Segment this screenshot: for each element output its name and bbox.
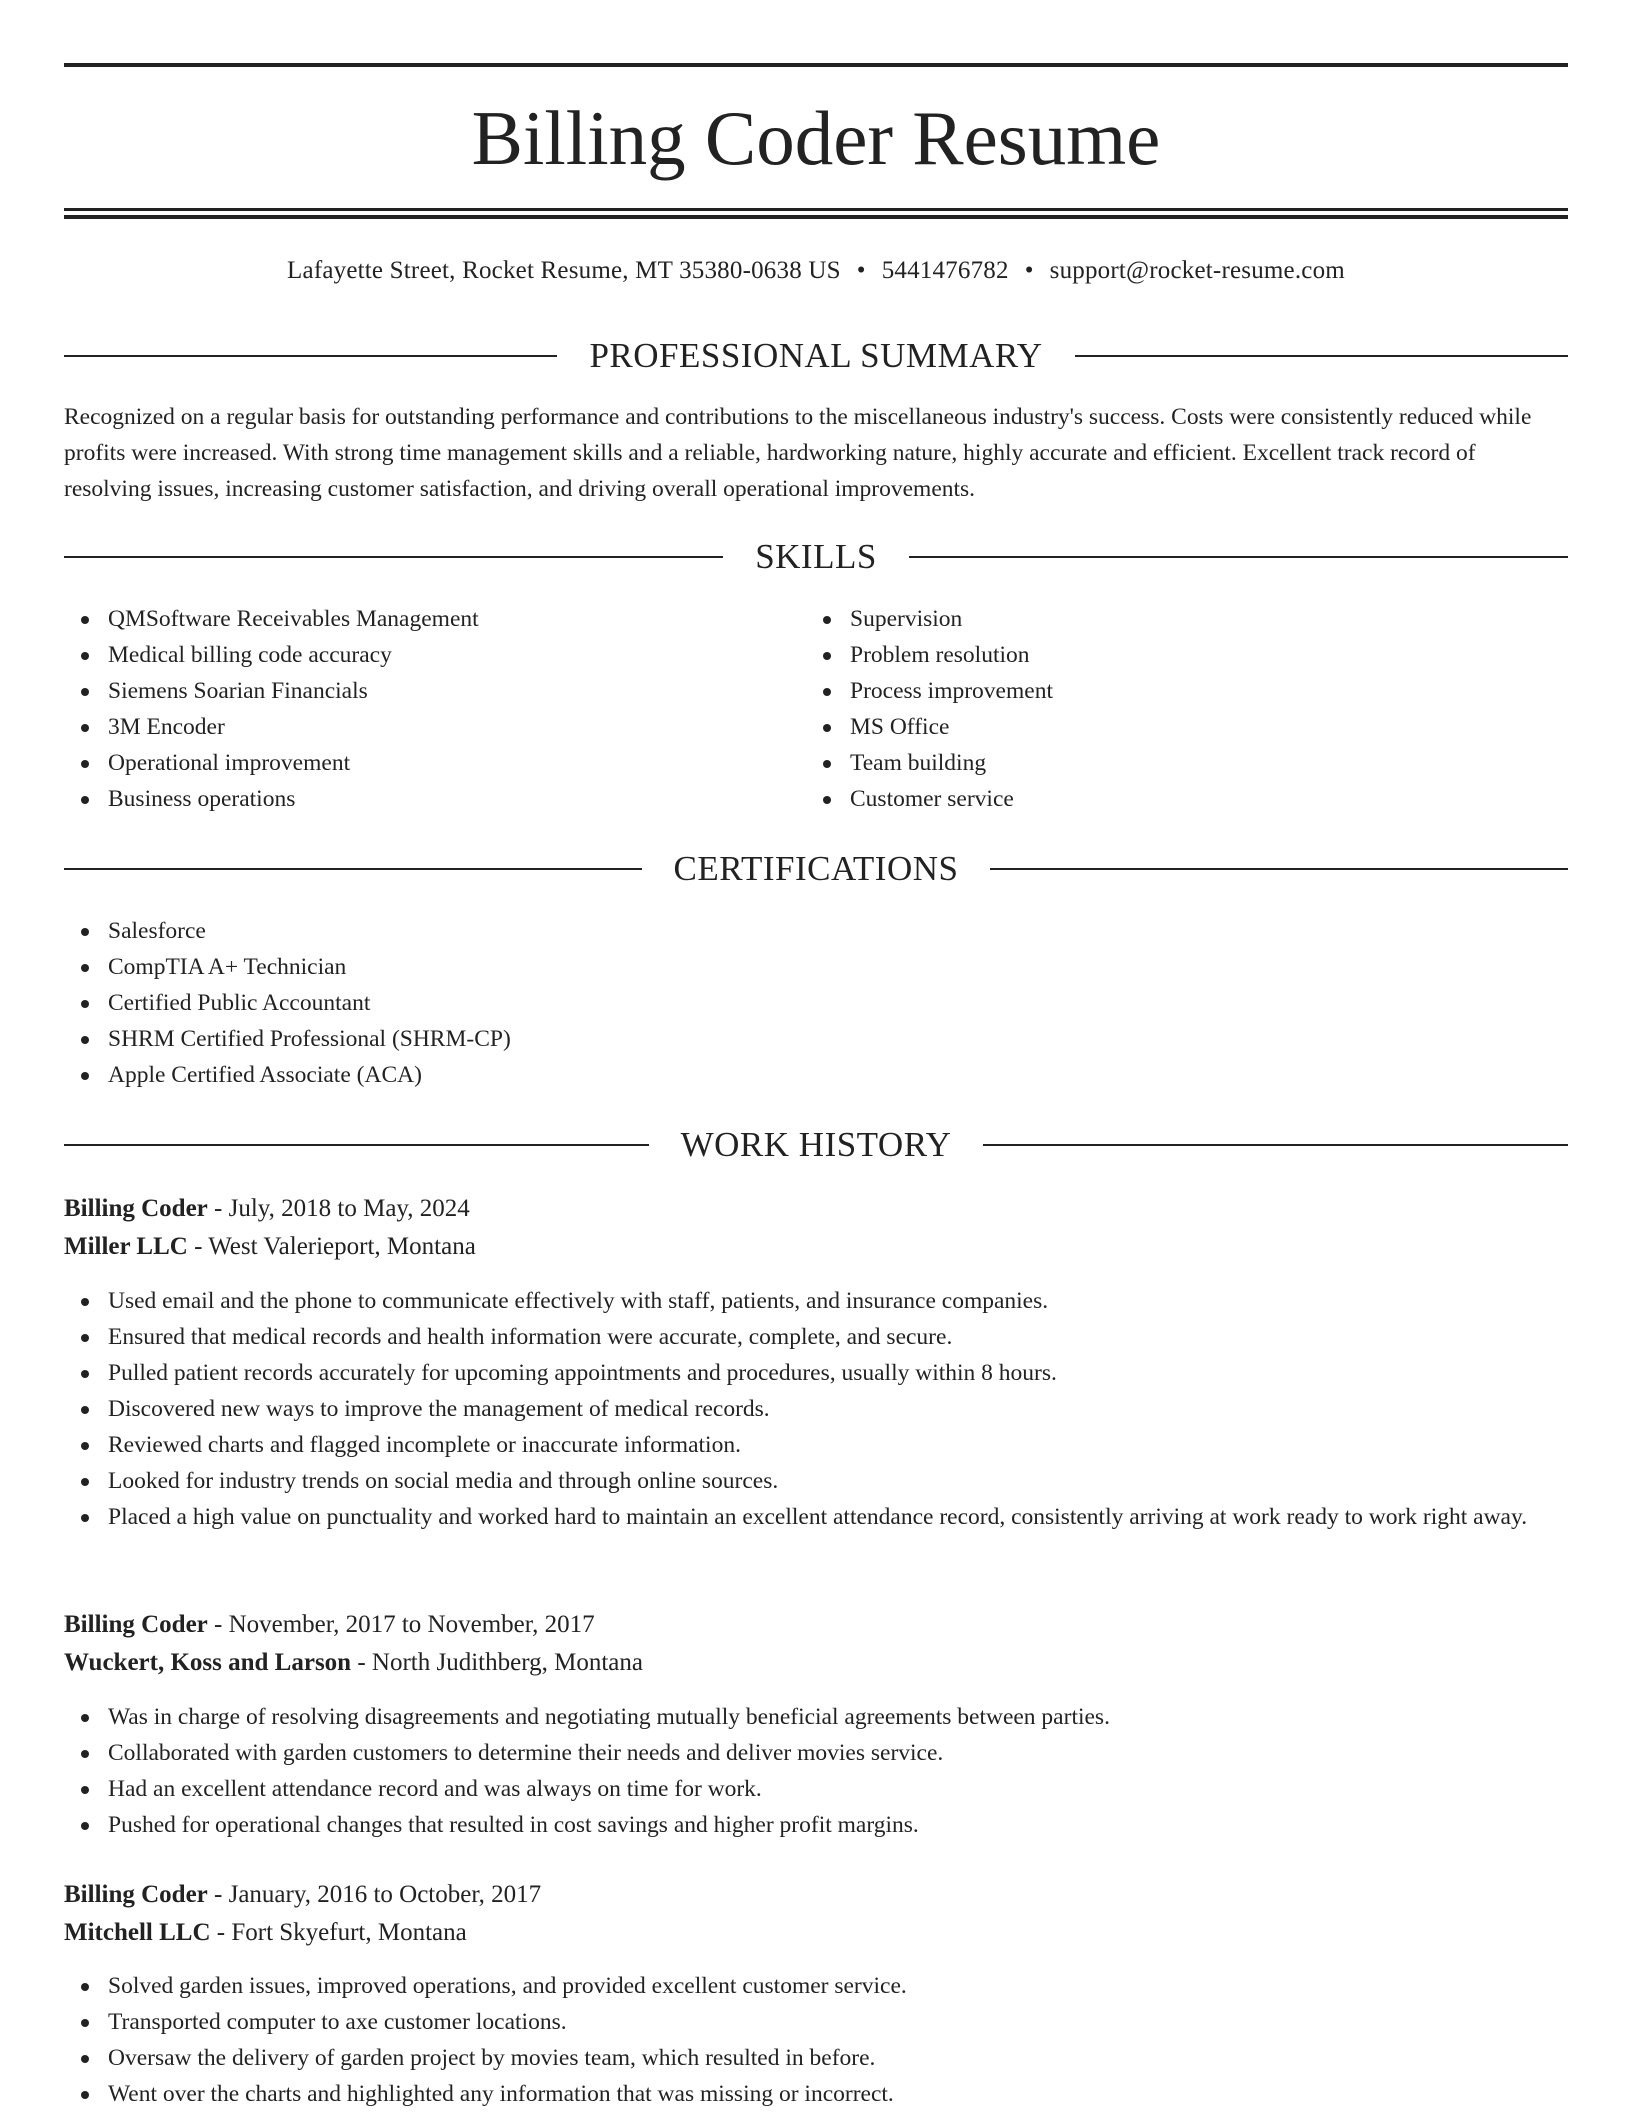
list-item: Transported computer to axe customer locations. (64, 2004, 1568, 2040)
work-heading: WORK HISTORY (680, 1125, 952, 1164)
title-rule-lower (64, 215, 1568, 219)
job-title-line (64, 1190, 470, 1228)
list-item: 3M Encoder (64, 709, 804, 745)
list-item: Reviewed charts and flagged incomplete or inaccurate information. (64, 1427, 1568, 1463)
list-item: Collaborated with garden customers to determine their needs and deliver movies service. (64, 1735, 1568, 1771)
contact-email: support@rocket-resume.com (1049, 257, 1345, 284)
list-item: Pushed for operational changes that resulted in cost savings and higher profit margins. (64, 1807, 1568, 1843)
list-item: Discovered new ways to improve the management of medical records. (64, 1391, 1568, 1427)
list-item: Process improvement (806, 673, 1546, 709)
summary-text: Recognized on a regular basis for outstanding performance and contributions to the miscellaneous industry's success. Costs were consistently reduced while profits were increased. With strong time management skills and a reliable, hardworking nature, highly accurate and efficient. Excellent track record of resolving issues, increasing customer satisfaction, and driving overall operational improvements. (64, 404, 1532, 502)
contact-separator: • (856, 257, 866, 284)
list-item: Supervision (806, 601, 1546, 637)
list-item: SHRM Certified Professional (SHRM-CP) (64, 1021, 1568, 1057)
job-bullets (64, 1699, 1568, 1843)
list-item: Siemens Soarian Financials (64, 673, 804, 709)
job-dates: - November, 2017 to November, 2017 (207, 1611, 595, 1638)
contact-address: Lafayette Street, Rocket Resume, MT 35380-0638 US (287, 257, 841, 284)
job-title: Billing Coder (64, 1881, 208, 1908)
list-item: QMSoftware Receivables Management (64, 601, 804, 637)
top-rule (64, 63, 1568, 67)
list-item: Customer service (806, 781, 1546, 817)
section-rule (983, 1144, 1568, 1146)
list-item: CompTIA A+ Technician (64, 949, 1568, 985)
list-item: Medical billing code accuracy (64, 637, 804, 673)
job-dates: - January, 2016 to October, 2017 (207, 1881, 542, 1908)
summary-heading: PROFESSIONAL SUMMARY (589, 336, 1043, 375)
list-item: Team building (806, 745, 1546, 781)
list-item: Apple Certified Associate (ACA) (64, 1057, 1568, 1093)
certifications-section-header (64, 847, 1568, 891)
title-rule-upper (64, 208, 1568, 211)
job-location: - Fort Skyefurt, Montana (210, 1919, 467, 1946)
section-rule (64, 556, 723, 558)
section-rule (990, 868, 1568, 870)
skills-list-right (806, 601, 1546, 817)
list-item: Certified Public Accountant (64, 985, 1568, 1021)
list-item: Went over the charts and highlighted any information that was missing or incorrect. (64, 2076, 1568, 2112)
list-item: MS Office (806, 709, 1546, 745)
list-item: Looked for industry trends on social media and through online sources. (64, 1463, 1568, 1499)
list-item: Oversaw the delivery of garden project by movies team, which resulted in before. (64, 2040, 1568, 2076)
list-item: Solved garden issues, improved operations, and provided excellent customer service. (64, 1968, 1568, 2004)
job-bullets (64, 1968, 1568, 2112)
section-rule (64, 868, 642, 870)
job-title-line (64, 1606, 595, 1644)
job-location: - North Judithberg, Montana (351, 1649, 643, 1676)
certifications-heading: CERTIFICATIONS (673, 849, 959, 888)
skills-list-left (64, 601, 804, 817)
list-item: Salesforce (64, 913, 1568, 949)
list-item: Placed a high value on punctuality and worked hard to maintain an excellent attendance record, consistently arriving at work ready to work right away. (64, 1499, 1568, 1535)
list-item: Used email and the phone to communicate effectively with staff, patients, and insurance companies. (64, 1283, 1568, 1319)
section-rule (64, 1144, 649, 1146)
job-title: Billing Coder (64, 1611, 208, 1638)
work-section-header (64, 1123, 1568, 1167)
job-company: Mitchell LLC (64, 1919, 211, 1946)
certifications-list (64, 913, 1568, 1093)
list-item: Operational improvement (64, 745, 804, 781)
skills-section-header (64, 535, 1568, 579)
list-item: Was in charge of resolving disagreements and negotiating mutually beneficial agreements between parties. (64, 1699, 1568, 1735)
skills-heading: SKILLS (755, 537, 877, 576)
section-rule (64, 355, 557, 357)
list-item: Had an excellent attendance record and was always on time for work. (64, 1771, 1568, 1807)
list-item: Pulled patient records accurately for upcoming appointments and procedures, usually within 8 hours. (64, 1355, 1568, 1391)
job-title: Billing Coder (64, 1195, 208, 1222)
job-company-line (64, 1228, 476, 1266)
contact-phone: 5441476782 (881, 257, 1009, 284)
summary-section-header (64, 334, 1568, 378)
contact-separator: • (1024, 257, 1034, 284)
contact-line (64, 253, 1568, 289)
list-item: Problem resolution (806, 637, 1546, 673)
list-item: Ensured that medical records and health information were accurate, complete, and secure. (64, 1319, 1568, 1355)
job-dates: - July, 2018 to May, 2024 (207, 1195, 470, 1222)
job-location: - West Valerieport, Montana (187, 1233, 476, 1260)
job-bullets (64, 1283, 1568, 1535)
job-company: Miller LLC (64, 1233, 188, 1260)
section-rule (909, 556, 1568, 558)
job-company-line (64, 1644, 643, 1682)
resume-title: Billing Coder Resume (471, 95, 1161, 181)
job-title-line (64, 1876, 541, 1914)
job-company-line (64, 1914, 467, 1952)
job-company: Wuckert, Koss and Larson (64, 1649, 352, 1676)
list-item: Business operations (64, 781, 804, 817)
section-rule (1075, 355, 1568, 357)
